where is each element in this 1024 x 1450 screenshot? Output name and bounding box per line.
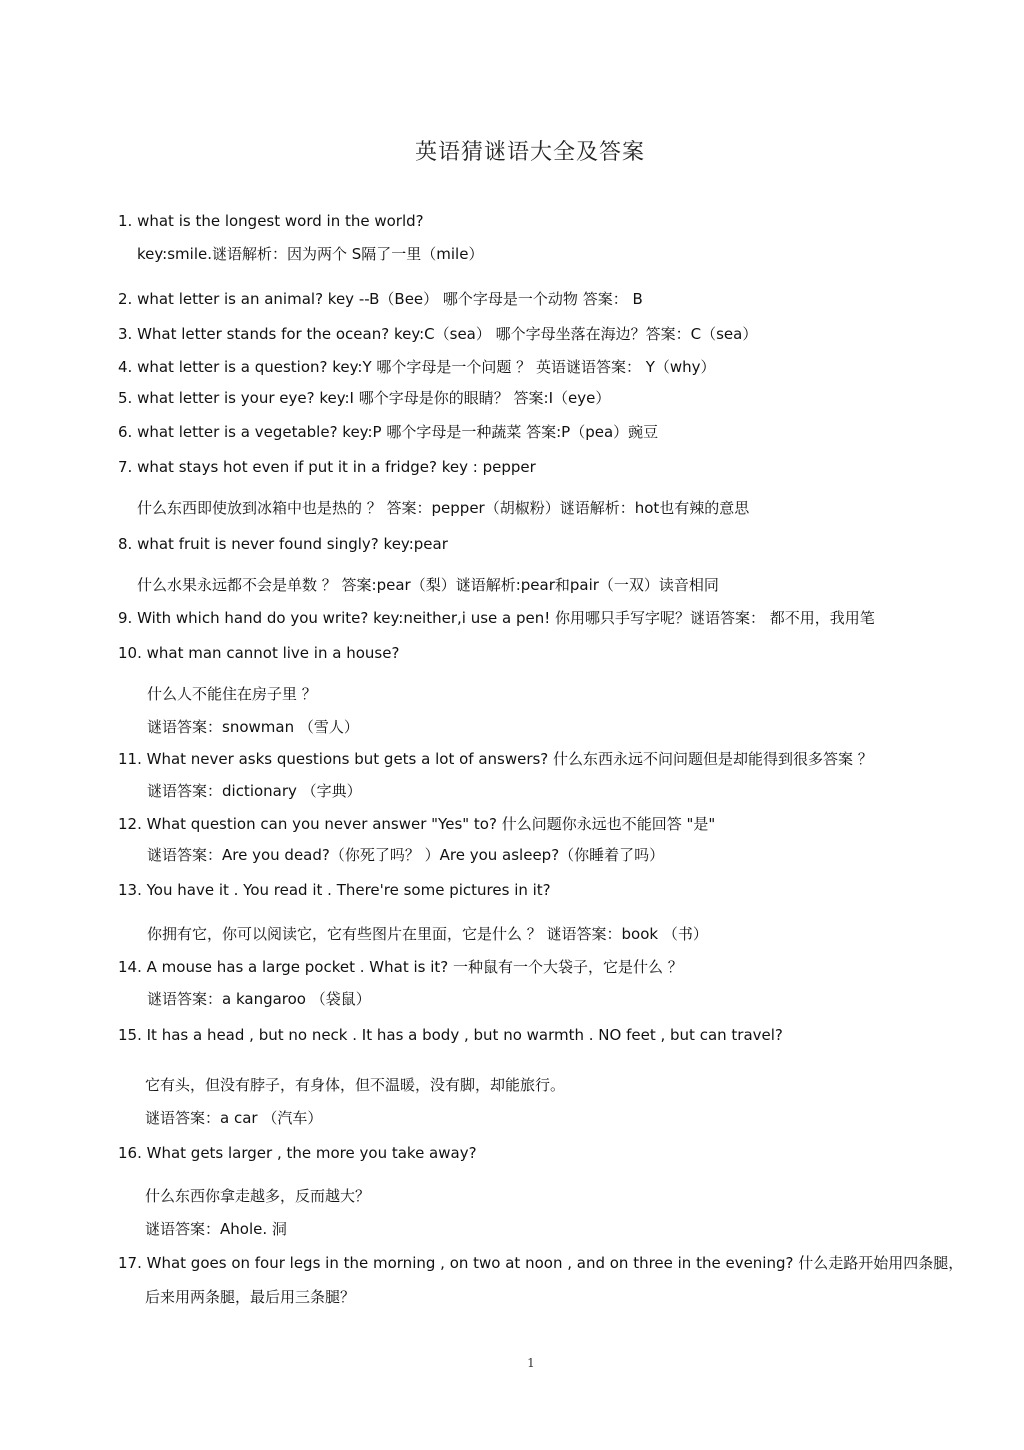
text-line: 12. What question can you never answer "Yes" to? 什么问题你永远也不能回答 "是" xyxy=(118,815,716,833)
text-line: 17. What goes on four legs in the morning , on two at noon , and on three in the evening? 什么走路开始用四条腿， xyxy=(118,1254,964,1272)
text-line: 10. what man cannot live in a house? xyxy=(118,644,400,662)
text-line: 13. You have it . You read it . There're some pictures in it? xyxy=(118,881,551,899)
text-line: 8. what fruit is never found singly? key:pear xyxy=(118,535,448,553)
text-line: 6. what letter is a vegetable? key:P 哪个字母是一种蔬菜 答案:P（pea）豌豆 xyxy=(118,423,659,441)
text-line: 它有头，但没有脖子，有身体，但不温暖，没有脚，却能旅行。 xyxy=(145,1076,566,1094)
text-line: 什么水果永远都不会是单数 ？ 答案:pear（梨）谜语解析:pear和pair（一双）读音相同 xyxy=(137,576,719,594)
text-line: 4. what letter is a question? key:Y 哪个字母是一个问题 ？ 英语谜语答案： Y（why） xyxy=(118,358,716,376)
text-line: 你拥有它，你可以阅读它，它有些图片在里面，它是什么 ？ 谜语答案：book （书） xyxy=(147,925,708,943)
text-line: 什么东西即使放到冰箱中也是热的 ？ 答案：pepper（胡椒粉）谜语解析：hot也有辣的意思 xyxy=(137,499,750,517)
text-line: 什么人不能住在房子里 ？ xyxy=(147,685,317,703)
text-line: 1. what is the longest word in the world? xyxy=(118,212,424,230)
text-line: 后来用两条腿，最后用三条腿？ xyxy=(145,1288,356,1306)
text-line: 5. what letter is your eye? key:I 哪个字母是你的眼睛？ 答案:I（eye） xyxy=(118,389,611,407)
text-line: 15. It has a head , but no neck . It has a body , but no warmth . NO feet , but can travel? xyxy=(118,1026,783,1044)
text-line: 谜语答案：Ahole. 洞 xyxy=(145,1220,287,1238)
page-number: 1 xyxy=(527,1356,535,1370)
text-line: 什么东西你拿走越多，反而越大？ xyxy=(145,1187,371,1205)
text-line: 11. What never asks questions but gets a lot of answers? 什么东西永远不问问题但是却能得到很多答案 ？ xyxy=(118,750,873,768)
text-line: 谜语答案：a kangaroo （袋鼠） xyxy=(147,990,371,1008)
text-line: 7. what stays hot even if put it in a fridge? key : pepper xyxy=(118,458,536,476)
text-line: key:smile.谜语解析：因为两个 S隔了一里（mile） xyxy=(137,245,484,263)
text-line: 谜语答案：a car （汽车） xyxy=(145,1109,323,1127)
text-line: 9. With which hand do you write? key:neither,i use a pen! 你用哪只手写字呢？谜语答案： 都不用，我用笔 xyxy=(118,609,875,627)
text-line: 谜语答案：Are you dead?（你死了吗？ ）Are you asleep?（你睡着了吗） xyxy=(147,846,665,864)
text-line: 谜语答案：snowman （雪人） xyxy=(147,718,359,736)
page-title: 英语猜谜语大全及答案 xyxy=(414,140,645,165)
text-line: 3. What letter stands for the ocean? key:C（sea） 哪个字母坐落在海边？答案：C（sea） xyxy=(118,325,758,343)
text-line: 16. What gets larger , the more you take away? xyxy=(118,1144,477,1162)
text-line: 14. A mouse has a large pocket . What is it? 一种鼠有一个大袋子，它是什么 ？ xyxy=(118,958,683,976)
text-line: 2. what letter is an animal? key --B（Bee） 哪个字母是一个动物 答案： B xyxy=(118,290,643,308)
text-line: 谜语答案：dictionary （字典） xyxy=(147,782,362,800)
